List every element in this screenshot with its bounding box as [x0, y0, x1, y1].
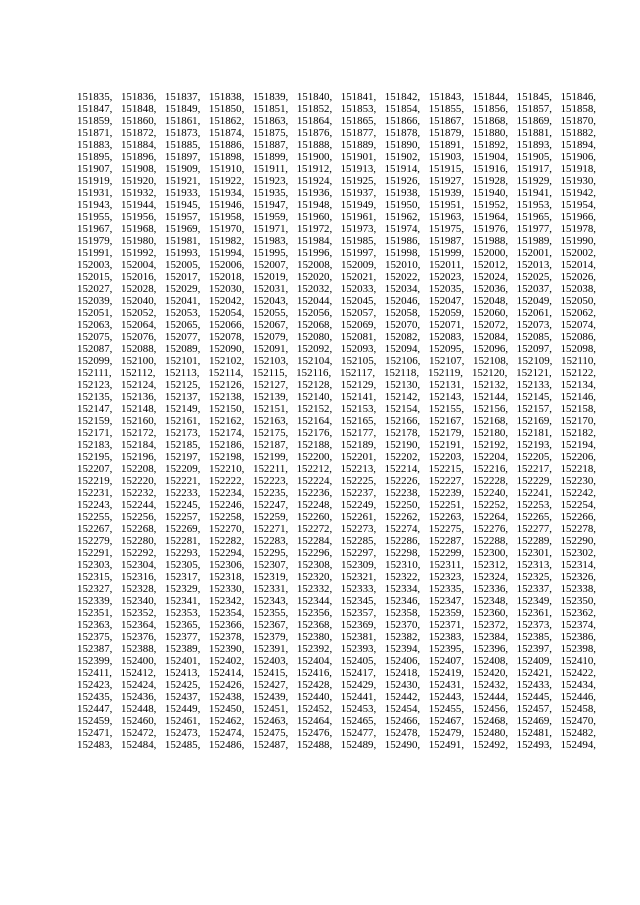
text-line: 152423, 152424, 152425, 152426, 152427, 152428, 152429, 152430, 152431, 152432, 152433, 152434,: [77, 679, 596, 691]
text-line: 152327, 152328, 152329, 152330, 152331, 152332, 152333, 152334, 152335, 152336, 152337, 152338,: [77, 583, 596, 595]
text-line: 152159, 152160, 152161, 152162, 152163, 152164, 152165, 152166, 152167, 152168, 152169, 152170,: [77, 415, 596, 427]
text-line: 152399, 152400, 152401, 152402, 152403, 152404, 152405, 152406, 152407, 152408, 152409, 152410,: [77, 655, 596, 667]
text-line: 151979, 151980, 151981, 151982, 151983, 151984, 151985, 151986, 151987, 151988, 151989, 151990,: [77, 235, 596, 247]
text-line: 152075, 152076, 152077, 152078, 152079, 152080, 152081, 152082, 152083, 152084, 152085, 152086,: [77, 331, 596, 343]
number-list-text: [77, 91, 596, 751]
text-line: 152135, 152136, 152137, 152138, 152139, 152140, 152141, 152142, 152143, 152144, 152145, 152146,: [77, 391, 596, 403]
text-line: 151967, 151968, 151969, 151970, 151971, 151972, 151973, 151974, 151975, 151976, 151977, 151978,: [77, 223, 596, 235]
text-line: 152303, 152304, 152305, 152306, 152307, 152308, 152309, 152310, 152311, 152312, 152313, 152314,: [77, 559, 596, 571]
text-line: 152039, 152040, 152041, 152042, 152043, 152044, 152045, 152046, 152047, 152048, 152049, 152050,: [77, 295, 596, 307]
text-line: 152267, 152268, 152269, 152270, 152271, 152272, 152273, 152274, 152275, 152276, 152277, 152278,: [77, 523, 596, 535]
text-line: 152279, 152280, 152281, 152282, 152283, 152284, 152285, 152286, 152287, 152288, 152289, 152290,: [77, 535, 596, 547]
text-line: 151919, 151920, 151921, 151922, 151923, 151924, 151925, 151926, 151927, 151928, 151929, 151930,: [77, 175, 596, 187]
text-line: 152051, 152052, 152053, 152054, 152055, 152056, 152057, 152058, 152059, 152060, 152061, 152062,: [77, 307, 596, 319]
text-line: 152243, 152244, 152245, 152246, 152247, 152248, 152249, 152250, 152251, 152252, 152253, 152254,: [77, 499, 596, 511]
text-line: 152483, 152484, 152485, 152486, 152487, 152488, 152489, 152490, 152491, 152492, 152493, 152494,: [77, 739, 596, 751]
text-line: 151943, 151944, 151945, 151946, 151947, 151948, 151949, 151950, 151951, 151952, 151953, 151954,: [77, 199, 596, 211]
text-line: 152339, 152340, 152341, 152342, 152343, 152344, 152345, 152346, 152347, 152348, 152349, 152350,: [77, 595, 596, 607]
text-line: 151931, 151932, 151933, 151934, 151935, 151936, 151937, 151938, 151939, 151940, 151941, 151942,: [77, 187, 596, 199]
text-line: 152471, 152472, 152473, 152474, 152475, 152476, 152477, 152478, 152479, 152480, 152481, 152482,: [77, 727, 596, 739]
text-line: 152387, 152388, 152389, 152390, 152391, 152392, 152393, 152394, 152395, 152396, 152397, 152398,: [77, 643, 596, 655]
text-line: 151847, 151848, 151849, 151850, 151851, 151852, 151853, 151854, 151855, 151856, 151857, 151858,: [77, 103, 596, 115]
text-line: 152195, 152196, 152197, 152198, 152199, 152200, 152201, 152202, 152203, 152204, 152205, 152206,: [77, 451, 596, 463]
text-line: 151883, 151884, 151885, 151886, 151887, 151888, 151889, 151890, 151891, 151892, 151893, 151894,: [77, 139, 596, 151]
text-line: 152255, 152256, 152257, 152258, 152259, 152260, 152261, 152262, 152263, 152264, 152265, 152266,: [77, 511, 596, 523]
text-line: 152099, 152100, 152101, 152102, 152103, 152104, 152105, 152106, 152107, 152108, 152109, 152110,: [77, 355, 596, 367]
text-line: 152111, 152112, 152113, 152114, 152115, 152116, 152117, 152118, 152119, 152120, 152121, 152122,: [77, 367, 596, 379]
text-line: 152291, 152292, 152293, 152294, 152295, 152296, 152297, 152298, 152299, 152300, 152301, 152302,: [77, 547, 596, 559]
text-line: 152123, 152124, 152125, 152126, 152127, 152128, 152129, 152130, 152131, 152132, 152133, 152134,: [77, 379, 596, 391]
text-line: 152147, 152148, 152149, 152150, 152151, 152152, 152153, 152154, 152155, 152156, 152157, 152158,: [77, 403, 596, 415]
text-line: 152435, 152436, 152437, 152438, 152439, 152440, 152441, 152442, 152443, 152444, 152445, 152446,: [77, 691, 596, 703]
text-line: 152315, 152316, 152317, 152318, 152319, 152320, 152321, 152322, 152323, 152324, 152325, 152326,: [77, 571, 596, 583]
text-line: 152411, 152412, 152413, 152414, 152415, 152416, 152417, 152418, 152419, 152420, 152421, 152422,: [77, 667, 596, 679]
text-line: 152171, 152172, 152173, 152174, 152175, 152176, 152177, 152178, 152179, 152180, 152181, 152182,: [77, 427, 596, 439]
text-line: 152015, 152016, 152017, 152018, 152019, 152020, 152021, 152022, 152023, 152024, 152025, 152026,: [77, 271, 596, 283]
text-line: 151871, 151872, 151873, 151874, 151875, 151876, 151877, 151878, 151879, 151880, 151881, 151882,: [77, 127, 596, 139]
text-line: 151955, 151956, 151957, 151958, 151959, 151960, 151961, 151962, 151963, 151964, 151965, 151966,: [77, 211, 596, 223]
text-line: 152363, 152364, 152365, 152366, 152367, 152368, 152369, 152370, 152371, 152372, 152373, 152374,: [77, 619, 596, 631]
text-line: 152447, 152448, 152449, 152450, 152451, 152452, 152453, 152454, 152455, 152456, 152457, 152458,: [77, 703, 596, 715]
text-line: 152027, 152028, 152029, 152030, 152031, 152032, 152033, 152034, 152035, 152036, 152037, 152038,: [77, 283, 596, 295]
text-line: 152207, 152208, 152209, 152210, 152211, 152212, 152213, 152214, 152215, 152216, 152217, 152218,: [77, 463, 596, 475]
text-line: 152219, 152220, 152221, 152222, 152223, 152224, 152225, 152226, 152227, 152228, 152229, 152230,: [77, 475, 596, 487]
text-line: 152183, 152184, 152185, 152186, 152187, 152188, 152189, 152190, 152191, 152192, 152193, 152194,: [77, 439, 596, 451]
text-line: 152231, 152232, 152233, 152234, 152235, 152236, 152237, 152238, 152239, 152240, 152241, 152242,: [77, 487, 596, 499]
text-line: 151991, 151992, 151993, 151994, 151995, 151996, 151997, 151998, 151999, 152000, 152001, 152002,: [77, 247, 596, 259]
text-line: 151859, 151860, 151861, 151862, 151863, 151864, 151865, 151866, 151867, 151868, 151869, 151870,: [77, 115, 596, 127]
text-line: 152375, 152376, 152377, 152378, 152379, 152380, 152381, 152382, 152383, 152384, 152385, 152386,: [77, 631, 596, 643]
text-line: 151835, 151836, 151837, 151838, 151839, 151840, 151841, 151842, 151843, 151844, 151845, 151846,: [77, 91, 596, 103]
text-line: 152003, 152004, 152005, 152006, 152007, 152008, 152009, 152010, 152011, 152012, 152013, 152014,: [77, 259, 596, 271]
text-line: 152459, 152460, 152461, 152462, 152463, 152464, 152465, 152466, 152467, 152468, 152469, 152470,: [77, 715, 596, 727]
text-line: 152351, 152352, 152353, 152354, 152355, 152356, 152357, 152358, 152359, 152360, 152361, 152362,: [77, 607, 596, 619]
text-line: 152063, 152064, 152065, 152066, 152067, 152068, 152069, 152070, 152071, 152072, 152073, 152074,: [77, 319, 596, 331]
text-line: 151907, 151908, 151909, 151910, 151911, 151912, 151913, 151914, 151915, 151916, 151917, 151918,: [77, 163, 596, 175]
text-line: 152087, 152088, 152089, 152090, 152091, 152092, 152093, 152094, 152095, 152096, 152097, 152098,: [77, 343, 596, 355]
text-line: 151895, 151896, 151897, 151898, 151899, 151900, 151901, 151902, 151903, 151904, 151905, 151906,: [77, 151, 596, 163]
